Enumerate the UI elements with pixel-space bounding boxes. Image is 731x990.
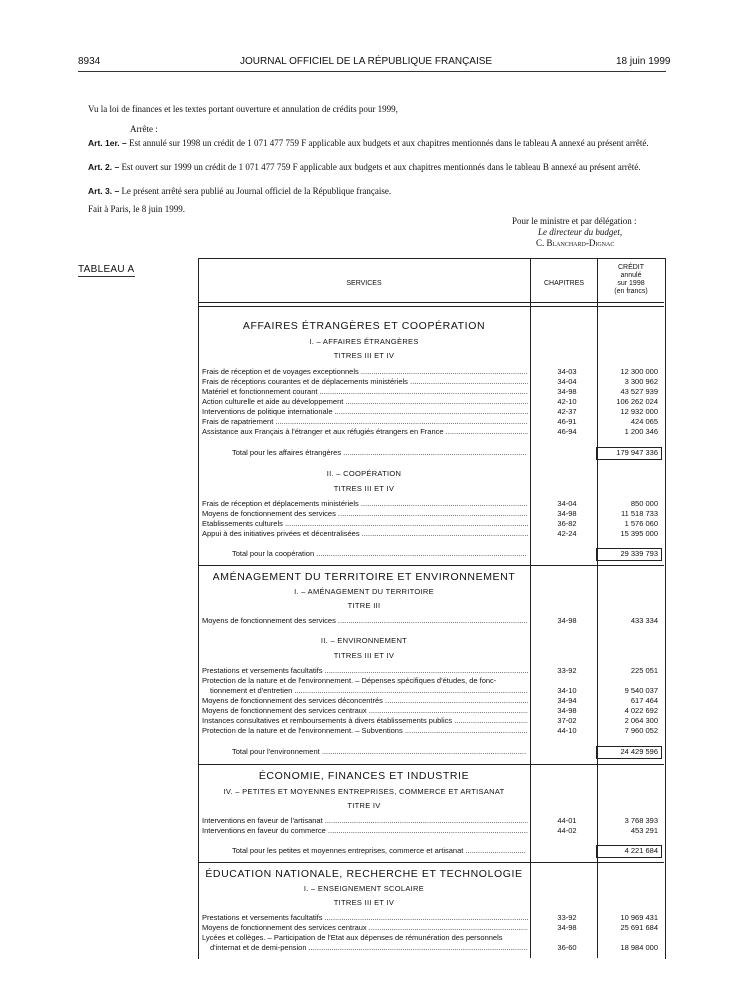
credit-header-line: CRÉDIT (617, 264, 645, 271)
titres-label: TITRE III (347, 601, 381, 610)
table-label: TABLEAU A (78, 264, 135, 275)
row-chapter: 46-91 (557, 417, 577, 426)
row-amount: 617 464 (630, 696, 658, 705)
row-amount: 25 691 684 (620, 923, 658, 932)
table-row (202, 367, 662, 377)
article-3 (88, 186, 668, 196)
row-chapter: 44-10 (557, 726, 577, 735)
article-2-text: Est ouvert sur 1999 un crédit de 1 071 477 759 F applicable aux budgets et aux chapitres mentionnés dans le tableau B annexé au présent arrêté. (121, 162, 641, 172)
row-label: Prestations et versements facultatifs ..... (202, 913, 528, 923)
row-label: Moyens de fonctionnement des services déconcentrés ..... (202, 696, 528, 706)
row-label: d'internat et de demi-pension ..... (210, 943, 528, 953)
row-amount: 3 768 393 (624, 816, 658, 825)
titres-label: TITRES III ET IV (333, 651, 395, 660)
table-row (202, 417, 662, 427)
issue-date: 18 juin 1999 (616, 56, 671, 67)
row-chapter: 42-37 (557, 407, 577, 416)
row-chapter: 34-03 (557, 367, 577, 376)
total-label: Total pour la coopération ..... (232, 549, 526, 559)
row-chapter: 34-10 (557, 686, 577, 695)
row-label: Assistance aux Français à l'étranger et aux réfugiés étrangers en France ..... (202, 427, 528, 437)
row-label: Protection de la nature et de l'environnement. – Subventions ..... (202, 726, 528, 736)
titres-label: TITRES III ET IV (333, 898, 395, 907)
row-label: Interventions en faveur de l'artisanat ..... (202, 816, 528, 826)
row-chapter: 33-92 (557, 913, 577, 922)
row-label: Protection de la nature et de l'environnement. – Dépenses spécifiques d'études, de fonc- (202, 676, 497, 685)
row-label: Frais de réception et de voyages exceptionnels ..... (202, 367, 528, 377)
row-amount: 9 540 037 (624, 686, 658, 695)
total-row (232, 747, 662, 757)
row-label: tionnement et d'entretien ..... (210, 686, 528, 696)
row-amount: 43 527 939 (620, 387, 658, 396)
table-row (202, 816, 662, 826)
row-amount: 433 334 (630, 616, 658, 625)
titres-label: TITRE IV (347, 801, 381, 810)
row-label: Moyens de fonctionnement des services ..... (202, 509, 528, 519)
row-chapter: 34-04 (557, 377, 577, 386)
arrete-line: Arrête : (130, 124, 158, 134)
article-3-label: Art. 3. – (88, 186, 120, 196)
col-header-services: SERVICES (346, 280, 382, 287)
subsection-title: I. – AMÉNAGEMENT DU TERRITOIRE (294, 587, 434, 596)
row-amount: 7 960 052 (624, 726, 658, 735)
header-bottom-rule-2 (198, 306, 664, 307)
header-rule (78, 71, 666, 72)
row-amount: 12 300 000 (620, 367, 658, 376)
article-2-label: Art. 2. – (88, 162, 120, 172)
article-3-text: Le présent arrêté sera publié au Journal officiel de la République française. (121, 186, 392, 196)
row-chapter: 34-98 (557, 706, 577, 715)
signature-line3: C. Blanchard-Dignac (536, 238, 615, 248)
row-chapter: 37-02 (557, 716, 577, 725)
row-amount: 424 065 (630, 417, 658, 426)
row-chapter: 33-92 (557, 666, 577, 675)
subsection-title: II. – ENVIRONNEMENT (320, 636, 408, 645)
col-header-chapitres: CHAPITRES (543, 280, 585, 287)
row-label: Moyens de fonctionnement des services centraux ..... (202, 706, 528, 716)
section-title: ÉCONOMIE, FINANCES ET INDUSTRIE (258, 770, 470, 782)
table-row (202, 519, 662, 529)
table-row (202, 716, 662, 726)
credit-header-line: sur 1998 (617, 280, 645, 287)
total-label: Total pour l'environnement ..... (232, 747, 526, 757)
row-label: Moyens de fonctionnement des services ..... (202, 616, 528, 626)
section-separator (198, 862, 664, 863)
row-amount: 106 262 024 (616, 397, 658, 406)
table-row (210, 943, 670, 953)
row-amount: 15 395 000 (620, 529, 658, 538)
row-amount: 1 200 346 (624, 427, 658, 436)
row-label: Moyens de fonctionnement des services centraux ..... (202, 923, 528, 933)
table-label-rule (78, 276, 135, 277)
row-chapter: 36-60 (557, 943, 577, 952)
total-row (232, 549, 662, 559)
table-row (202, 529, 662, 539)
journal-title: JOURNAL OFFICIEL DE LA RÉPUBLIQUE FRANÇAISE (240, 56, 493, 67)
row-label: Frais de rapatriement ..... (202, 417, 528, 427)
row-chapter: 34-98 (557, 616, 577, 625)
row-chapter: 34-98 (557, 387, 577, 396)
table-row (202, 499, 662, 509)
total-row (232, 448, 662, 458)
article-1 (88, 138, 668, 148)
signature-line1: Pour le ministre et par délégation : (512, 216, 637, 226)
signature-line2: Le directeur du budget, (538, 227, 623, 237)
credit-header-line: annulé (620, 272, 642, 279)
row-chapter: 44-02 (557, 826, 577, 835)
table-row (202, 696, 662, 706)
section-title: ÉDUCATION NATIONALE, RECHERCHE ET TECHNOLOGIE (205, 868, 523, 880)
row-label: Lycées et collèges. – Participation de l'Etat aux dépenses de rémunération des personnels (202, 933, 503, 942)
section-title: AFFAIRES ÉTRANGÈRES ET COOPÉRATION (242, 320, 486, 332)
row-chapter: 34-94 (557, 696, 577, 705)
article-1-label: Art. 1er. – (88, 138, 127, 148)
subsection-title: I. – ENSEIGNEMENT SCOLAIRE (303, 884, 425, 893)
row-amount: 11 518 733 (621, 509, 658, 518)
row-amount: 3 300 962 (624, 377, 658, 386)
table-row (202, 509, 662, 519)
row-amount: 453 291 (630, 826, 658, 835)
table-row (202, 706, 662, 716)
row-chapter: 34-98 (557, 923, 577, 932)
row-label: Prestations et versements facultatifs ..... (202, 666, 528, 676)
row-label: Matériel et fonctionnement courant ..... (202, 387, 528, 397)
total-amount: 24 429 596 (620, 747, 658, 756)
table-row (202, 676, 662, 686)
section-title: AMÉNAGEMENT DU TERRITOIRE ET ENVIRONNEMENT (212, 571, 516, 583)
row-amount: 225 051 (630, 666, 658, 675)
article-2 (88, 162, 668, 172)
col-header-credit (599, 264, 663, 296)
table-row (202, 397, 662, 407)
fait-line: Fait à Paris, le 8 juin 1999. (88, 204, 185, 214)
total-amount: 29 339 793 (620, 549, 658, 558)
row-amount: 4 022 692 (624, 706, 658, 715)
row-chapter: 42-24 (557, 529, 577, 538)
total-label: Total pour les petites et moyennes entreprises, commerce et artisanat ..... (232, 846, 526, 856)
table-row (202, 726, 662, 736)
row-chapter: 44-01 (557, 816, 577, 825)
row-label: Action culturelle et aide au développement ..... (202, 397, 528, 407)
row-amount: 10 969 431 (620, 913, 658, 922)
table-row (202, 427, 662, 437)
table-row (202, 616, 662, 626)
row-label: Frais de réception et déplacements ministériels ..... (202, 499, 528, 509)
table-row (202, 913, 662, 923)
titres-label: TITRES III ET IV (333, 351, 395, 360)
row-amount: 1 576 060 (624, 519, 658, 528)
titres-label: TITRES III ET IV (333, 484, 395, 493)
header-bottom-rule (198, 302, 664, 303)
row-chapter: 46-94 (557, 427, 577, 436)
row-chapter: 42-10 (557, 397, 577, 406)
subsection-title: II. – COOPÉRATION (326, 469, 402, 478)
row-chapter: 34-04 (557, 499, 577, 508)
row-label: Etablissements culturels ..... (202, 519, 528, 529)
total-amount: 179 947 336 (616, 448, 658, 457)
total-amount: 4 221 684 (624, 846, 658, 855)
row-label: Interventions de politique internationale ..... (202, 407, 528, 417)
subsection-title: I. – AFFAIRES ÉTRANGÈRES (309, 337, 419, 346)
table-row (202, 933, 662, 943)
total-row (232, 846, 662, 856)
table-row (202, 407, 662, 417)
table-row (210, 686, 670, 696)
table-row (202, 377, 662, 387)
table-row (202, 387, 662, 397)
total-label: Total pour les affaires étrangères ..... (232, 448, 526, 458)
article-1-text: Est annulé sur 1998 un crédit de 1 071 477 759 F applicable aux budgets et aux chapitres mentionnés dans le tableau A annexé au présent arrêté. (129, 138, 649, 148)
row-chapter: 36-82 (557, 519, 577, 528)
row-label: Instances consultatives et remboursements à divers établissements publics ..... (202, 716, 528, 726)
row-amount: 12 932 000 (620, 407, 658, 416)
table-row (202, 826, 662, 836)
section-separator (198, 565, 664, 566)
vu-paragraph: Vu la loi de finances et les textes portant ouverture et annulation de crédits pour 1999, (88, 104, 398, 114)
credit-header-line: (en francs) (614, 288, 648, 295)
row-amount: 18 984 000 (620, 943, 658, 952)
row-chapter: 34-98 (557, 509, 577, 518)
row-label: Interventions en faveur du commerce ..... (202, 826, 528, 836)
table-row (202, 666, 662, 676)
row-amount: 850 000 (630, 499, 658, 508)
row-label: Appui à des initiatives privées et décentralisées ..... (202, 529, 528, 539)
row-amount: 2 064 300 (624, 716, 658, 725)
section-separator (198, 764, 664, 765)
table-row (202, 923, 662, 933)
row-label: Frais de réceptions courantes et de déplacements ministériels ..... (202, 377, 528, 387)
subsection-title: IV. – PETITES ET MOYENNES ENTREPRISES, COMMERCE ET ARTISANAT (223, 787, 505, 796)
page-number: 8934 (78, 56, 101, 67)
